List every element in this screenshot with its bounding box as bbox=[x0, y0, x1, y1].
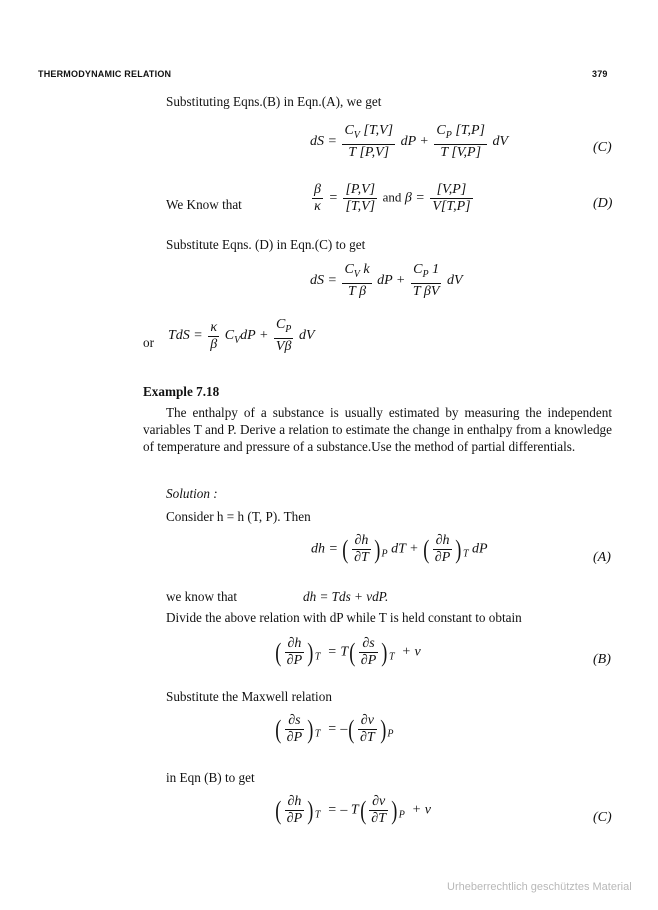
equation-label-b: (B) bbox=[593, 652, 611, 667]
we-know-that-text: we know that bbox=[166, 589, 238, 604]
equation-label-c: (C) bbox=[593, 140, 612, 155]
or-text: or bbox=[143, 335, 154, 350]
running-title: THERMODYNAMIC RELATION bbox=[38, 69, 172, 79]
equation-ds-substituted: dS = $\frac{C_V k}{\text{T β}}$ dP + $\frac{C_P 1}{\text{T βV}}$ dV bbox=[310, 262, 463, 299]
equation-tds: TdS = $\frac{\kappa}{\beta}$ $C_VdP$ + $\frac{C_P}{V\beta}$ dV bbox=[168, 317, 315, 354]
dh-relation: dh = Tds + vdP. bbox=[303, 589, 389, 604]
equation-label-a: (A) bbox=[593, 550, 611, 565]
example-title: Example 7.18 bbox=[143, 384, 220, 399]
maxwell-text: Substitute the Maxwell relation bbox=[166, 689, 332, 704]
we-know-text: We Know that bbox=[166, 197, 242, 212]
equation-d: $\frac{\beta}{\kappa}$ = $\frac{[P,V]}{[T,V]}$ and β = $\frac{[V,P]}{V[T,P]}$ bbox=[314, 182, 471, 214]
copyright-watermark: Urheberrechtlich geschütztes Material bbox=[447, 881, 632, 893]
equation-c-result: ( $\frac{\partial h}{\partial P}$ )$_T$ = – T( $\frac{\partial v}{\partial T}$ )$_P + v$ bbox=[275, 794, 431, 826]
consider-text: Consider h = h (T, P). Then bbox=[166, 509, 311, 524]
equation-maxwell: ( $\frac{\partial s}{\partial P}$ )$_T$ = –( $\frac{\partial v}{\partial T}$ )$_P$ bbox=[275, 713, 394, 745]
in-eqn-text: in Eqn (B) to get bbox=[166, 770, 255, 785]
equation-a-dh: dh = ( $\frac{\partial h}{\partial T}$ )$_P$ dT + ( $\frac{\partial h}{\partial P}$ )$_T$ dP bbox=[311, 533, 488, 565]
substitute-text: Substitute Eqns. (D) in Eqn.(C) to get bbox=[166, 237, 366, 252]
equation-b: ( $\frac{\partial h}{\partial P}$ )$_T = T$( $\frac{\partial s}{\partial P}$ )$_T + v$ bbox=[275, 636, 421, 668]
intro-text: Substituting Eqns.(B) in Eqn.(A), we get bbox=[166, 94, 382, 109]
equation-c-ds: dS = $\frac{C_V [T,V]}{T [P,V]}$ dP + $\frac{C_P [T,P]}{T [V,P]}$ dV bbox=[310, 123, 509, 160]
divide-text: Divide the above relation with dP while T is held constant to obtain bbox=[166, 610, 522, 625]
equation-label-d: (D) bbox=[593, 196, 613, 211]
solution-label: Solution : bbox=[166, 486, 218, 501]
page-number: 379 bbox=[592, 69, 608, 79]
equation-label-c-result: (C) bbox=[593, 810, 612, 825]
example-problem: The enthalpy of a substance is usually estimated by measuring the independent variables T and P. Derive a relation to estimate the change in enthalpy from a knowledge of temperature and pressure of a substance.Use the method of partial differentials. bbox=[143, 405, 612, 454]
